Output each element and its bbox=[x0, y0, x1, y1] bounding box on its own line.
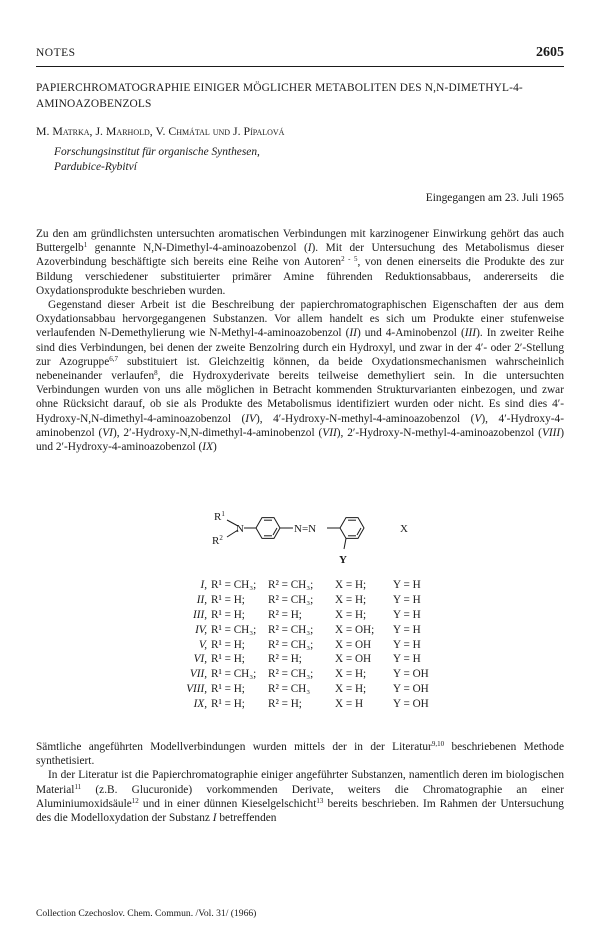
compound-r1-cell: R¹ = H; bbox=[211, 593, 245, 606]
paragraph-1: Zu den am gründlichsten untersuchten aromatischen Verbindungen mit karzinogener Einwirkung gehört das auch Buttergelb$^1$ genannte N,N-Dimethyl-4-aminoazobenzol (I). Mit der Untersuchung des Metabolismus dieser Azoverbindung beschäftigte sich bereits eine Reihe von Autoren$^{2 - 5}$, von denen einerseits die Produkte des zur Bildung verschiedener substituierter primärer Amine führenden Reduktionsabbaus, andererseits die Oxydationsprodukte beschrieben wurden. bbox=[36, 228, 564, 297]
compound-x-cell: X = OH bbox=[335, 653, 372, 666]
compound-x-cell: X = H; bbox=[335, 668, 367, 681]
compound-y-cell: Y = H bbox=[393, 638, 421, 651]
compound-ref: VIII bbox=[541, 426, 561, 439]
compound-ref: II bbox=[349, 327, 357, 340]
compound-r2-cell: R² = CH₃; bbox=[268, 579, 314, 591]
r2-label: $R^2$ bbox=[212, 534, 223, 547]
y-substituent: Y bbox=[339, 554, 347, 566]
compound-y-cell: Y = H bbox=[393, 593, 421, 606]
compound-r1-cell: R¹ = CH₃; bbox=[211, 579, 257, 591]
compound-y-cell: Y = H bbox=[393, 579, 421, 591]
citation: 6,7 bbox=[109, 354, 118, 363]
compound-x-cell: X = OH bbox=[335, 638, 372, 651]
citation: 9,10 bbox=[431, 740, 445, 748]
paragraph-3: Sämtliche angeführten Modellverbindungen wurden mittels der in der Literatur$^{9,10}$ beschriebenen Methode synthetisiert. bbox=[36, 740, 564, 768]
page-number: 2605 bbox=[536, 45, 564, 60]
compound-ref: III bbox=[464, 327, 477, 340]
affiliation-line-2: Pardubice-Rybitví bbox=[54, 161, 137, 173]
compound-r2-cell: R² = CH₃ bbox=[268, 683, 311, 696]
citation: 2 - 5 bbox=[341, 255, 358, 264]
compound-id-cell: V, bbox=[198, 638, 207, 651]
compound-x-cell: X = H; bbox=[335, 608, 367, 621]
received-date: Eingegangen am 23. Juli 1965 bbox=[425, 192, 564, 204]
compound-r2-cell: R² = CH₃; bbox=[268, 668, 314, 681]
compound-ref: VI bbox=[102, 426, 113, 439]
compound-x-cell: X = H; bbox=[335, 579, 367, 591]
paragraph-2: Gegenstand dieser Arbeit ist die Beschreibung der papierchromatographischen Eigenschaften der aus dem Oxydationsabbau hervorgegangenen Substanzen. Vor allem handelt es sich um Produkte einer stufenweise verlaufenden N-Demethylierung wie N-Methyl-4-aminoazobenzol (II) und 4-Aminobenzol (III). In zweiter Reihe sind dies Verbindungen, bei denen der zweite Benzolring durch ein Hydroxyl, und zwar in der 4′- oder 2′-Stellung zur Azogruppe$^{6,7}$ substituiert ist. Gleichzeitig können, da beide Oxydationsmechanismen wahrscheinlich nebeneinander verlaufen$^8$, die Hydroxyderivate bereits teilweise demethyliert sein. In die untersuchten Verbindungen wurden von uns alle möglichen in Betracht kommenden Strukturvarianten einbezogen, und zwar ohne Rücksicht darauf, ob sie als Produkte des Metabolismus identifiziert wurden oder nicht. Es sind dies 4′-Hydroxy-N,N-dimethyl-4-aminoazobenzol (IV), 4′-Hydroxy-N-methyl-4-aminoazobenzol (V), 4′-Hydroxy-4-aminobenzol (VI), 2′-Hydroxy-N,N-dimethyl-4-aminobenzol (VII), 2′-Hydroxy-N-methyl-4-aminoazobenzol (VIII) und 2′-Hydroxy-4-aminoazobenzol (IX) bbox=[36, 299, 565, 454]
benzene-ring-right bbox=[340, 518, 364, 539]
citation: 11 bbox=[74, 782, 82, 791]
compound-id-cell: III, bbox=[193, 608, 207, 621]
citation: 1 bbox=[83, 241, 88, 250]
compound-r1-cell: R¹ = H; bbox=[211, 683, 245, 696]
structural-formula bbox=[190, 508, 420, 570]
compound-r1-cell: R¹ = CH₃; bbox=[211, 623, 257, 636]
compound-ref: I bbox=[212, 812, 217, 825]
compound-ref: IX bbox=[202, 441, 214, 454]
header-rule bbox=[36, 66, 564, 67]
compound-y-cell: Y = OH bbox=[393, 668, 429, 681]
compound-y-cell: Y = OH bbox=[393, 698, 429, 711]
compound-r2-cell: R² = H; bbox=[268, 698, 302, 711]
compound-x-cell: X = H bbox=[335, 698, 364, 711]
x-substituent: X bbox=[400, 523, 408, 535]
paragraph-4: In der Literatur ist die Papierchromatographie einiger angeführter Substanzen, namentlich deren im biologischen Material$^{11}$ (z.B. Glucuronide) vorkommenden Derivate, weiters die Chromatographie an einer Aluminiumoxidsäule$^{12}$ und in einer dünnen Kieselgelschicht$^{13}$ bereits beschrieben. Im Rahmen der Untersuchung des die Modelloxydation der Substanz I betreffenden bbox=[36, 769, 564, 825]
compound-id-cell: I, bbox=[200, 579, 207, 591]
compound-x-cell: X = H; bbox=[335, 593, 367, 606]
compound-y-cell: Y = OH bbox=[393, 683, 429, 696]
compound-r2-cell: R² = CH₃; bbox=[268, 638, 314, 651]
azo-group: N=N bbox=[294, 523, 317, 535]
compound-r1-cell: R¹ = H; bbox=[211, 653, 245, 666]
compound-id-cell: VIII, bbox=[186, 683, 207, 696]
compound-r1-cell: R¹ = H; bbox=[211, 638, 245, 651]
article-title: PAPIERCHROMATOGRAPHIE EINIGER MÖGLICHER METABOLITEN DES N,N-DIMETHYL-4-AMINOAZOBENZOLS bbox=[36, 82, 523, 110]
compound-r2-cell: R² = CH₃; bbox=[268, 593, 314, 606]
running-head bbox=[36, 47, 564, 65]
compound-id-cell: II, bbox=[196, 593, 207, 606]
citation: 8 bbox=[154, 369, 158, 378]
compound-y-cell: Y = H bbox=[393, 608, 421, 621]
compound-y-cell: Y = H bbox=[393, 653, 421, 666]
compound-r2-cell: R² = CH₃; bbox=[268, 623, 314, 636]
compound-id-cell: IX, bbox=[193, 698, 207, 711]
affiliation-line-1: Forschungsinstitut für organische Synthesen, bbox=[54, 146, 260, 158]
compound-x-cell: X = H; bbox=[335, 683, 367, 696]
author-list: M. Matrka, J. Marhold, V. Chmátal und J. Pípalová bbox=[36, 124, 285, 138]
compound-y-cell: Y = H bbox=[393, 623, 421, 636]
compound-r1-cell: R¹ = H; bbox=[211, 608, 245, 621]
compound-ref: I bbox=[307, 242, 312, 255]
compound-id-cell: VI, bbox=[193, 653, 207, 666]
compound-r1-cell: R¹ = CH₃; bbox=[211, 668, 257, 681]
compound-r2-cell: R² = H; bbox=[268, 653, 302, 666]
compound-id-cell: VII, bbox=[189, 668, 207, 681]
compound-r2-cell: R² = H; bbox=[268, 608, 302, 621]
compound-r1-cell: R¹ = H; bbox=[211, 698, 245, 711]
benzene-ring-left bbox=[256, 518, 280, 539]
compound-ref: VII bbox=[322, 426, 337, 439]
section-label: NOTES bbox=[36, 47, 76, 59]
amine-nitrogen: N bbox=[236, 523, 244, 535]
compound-ref: V bbox=[474, 412, 482, 425]
r1-label: $R^1$ bbox=[214, 510, 225, 523]
compound-x-cell: X = OH; bbox=[335, 623, 375, 636]
journal-footer: Collection Czechoslov. Chem. Commun. /Vol. 31/ (1966) bbox=[36, 908, 257, 919]
body-text-bottom bbox=[36, 740, 564, 825]
affiliation bbox=[54, 145, 260, 175]
compound-ref: IV bbox=[245, 412, 256, 425]
body-text-top bbox=[36, 227, 564, 454]
citation: 13 bbox=[316, 796, 324, 805]
citation: 12 bbox=[131, 796, 139, 805]
compound-id-cell: IV, bbox=[195, 623, 207, 636]
